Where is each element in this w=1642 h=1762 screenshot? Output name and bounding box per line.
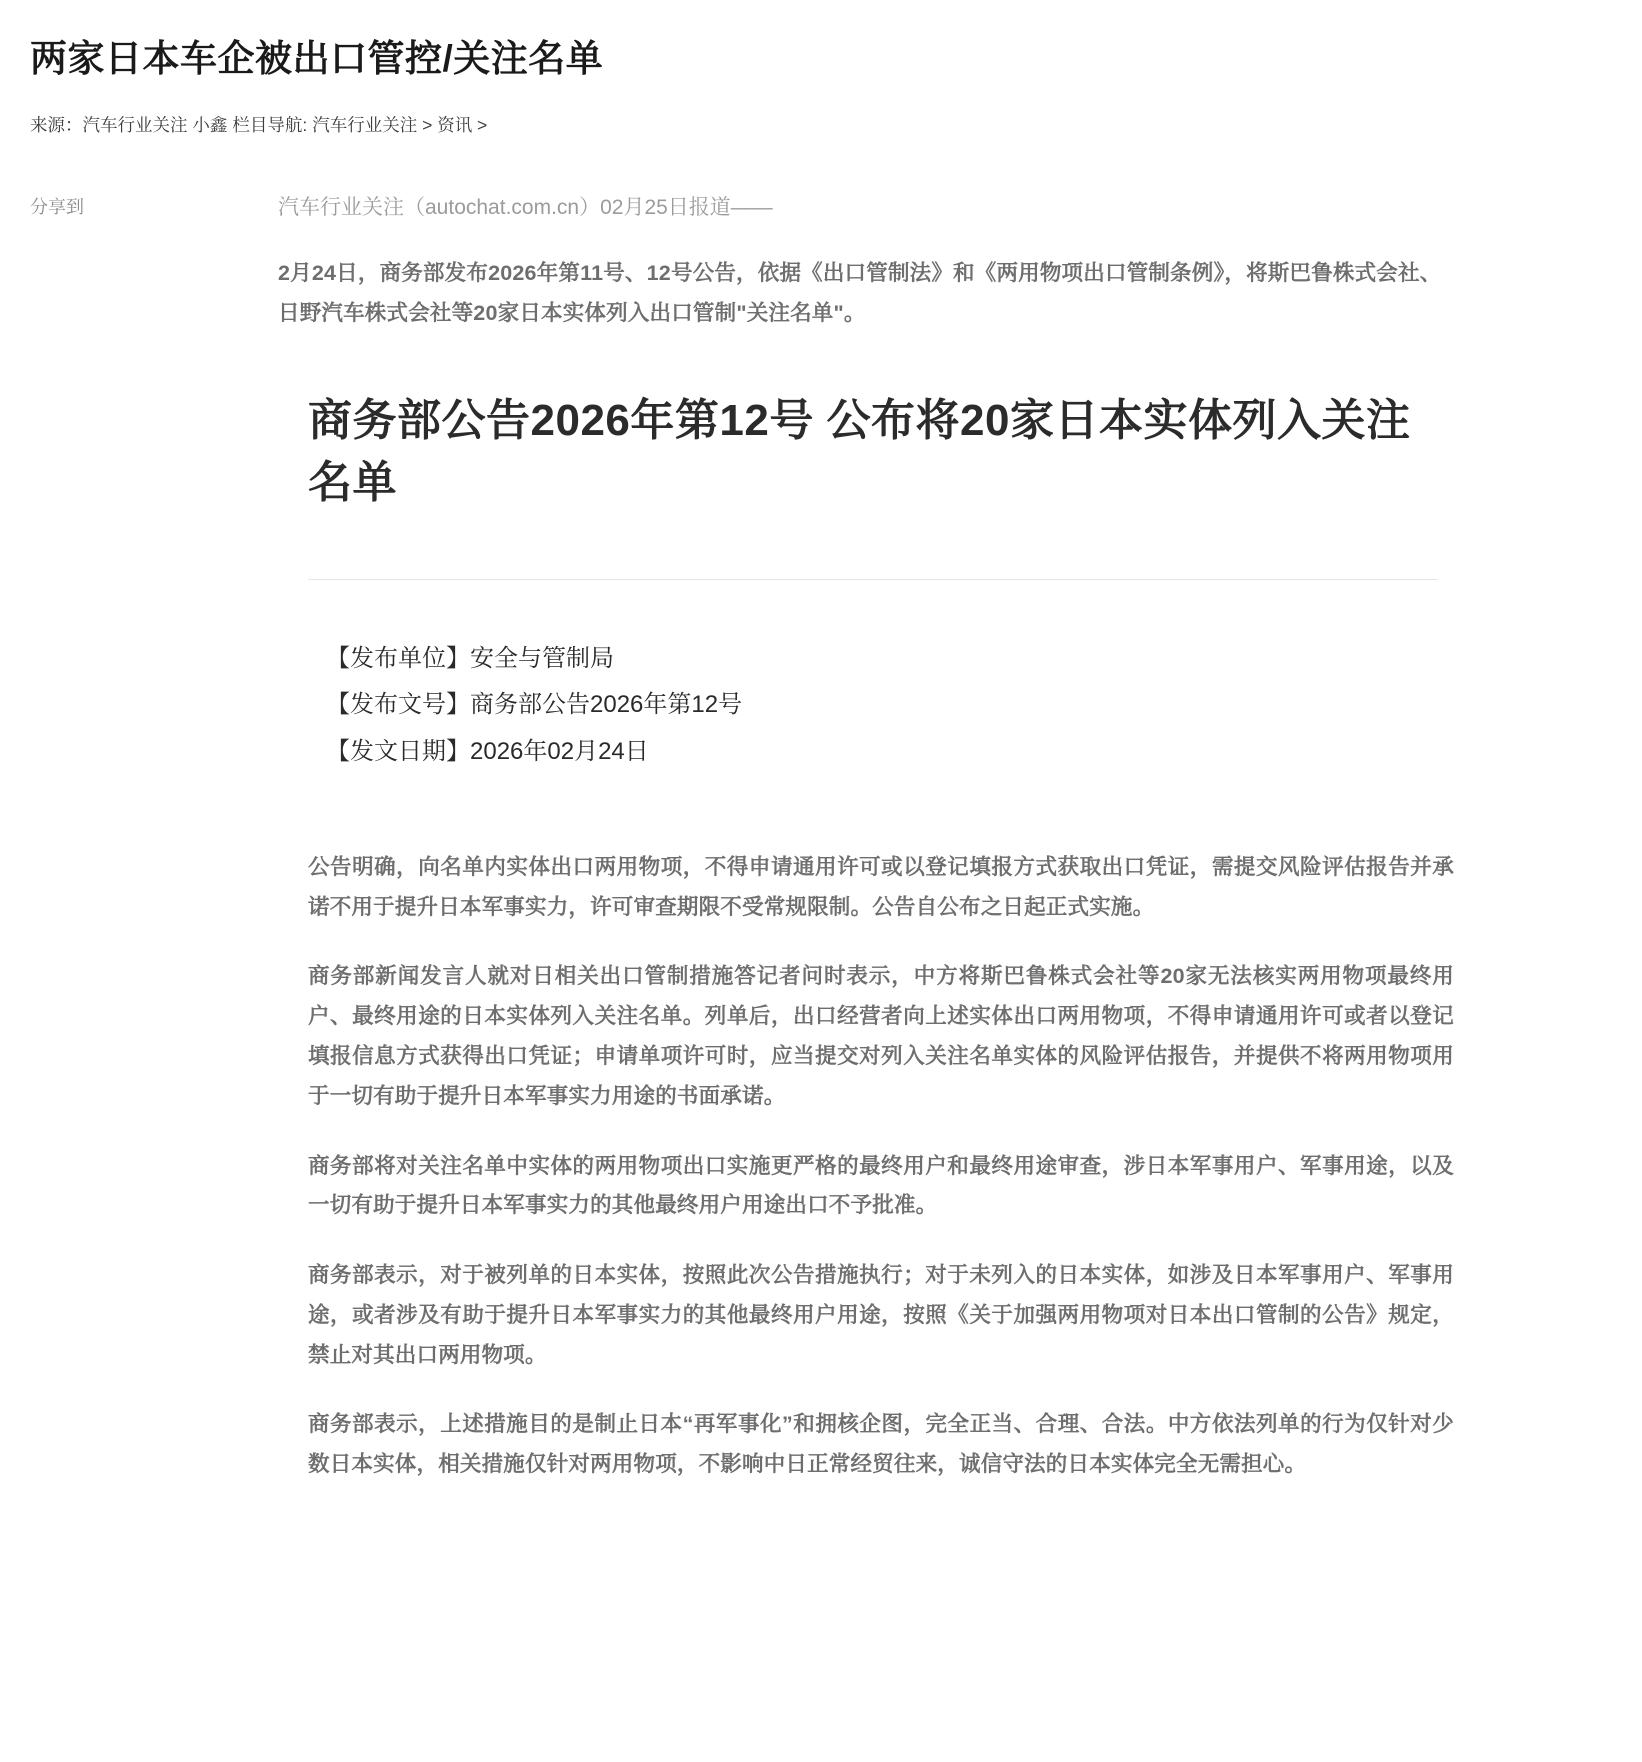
meta-value: 2026年02月24日 [470, 738, 649, 766]
announcement-block [308, 390, 1454, 1485]
meta-value: 商务部公告2026年第12号 [470, 691, 743, 719]
announcement-paragraph: 商务部将对关注名单中实体的两用物项出口实施更严格的最终用户和最终用途审查，涉日本军事用户、军事用途，以及一切有助于提升日本军事实力的其他最终用户用途出口不予批准。 [308, 1153, 1454, 1218]
announcement-meta-row [326, 729, 1454, 776]
lead-paragraph: 2月24日，商务部发布2026年第11号、12号公告，依据《出口管制法》和《两用物项出口管制条例》，将斯巴鲁株式会社、日野汽车株式会社等20家日本实体列入出口管制"关注名单"。 [278, 261, 1442, 325]
meta-key: 【发布单位】 [326, 644, 470, 672]
meta-value: 安全与管制局 [470, 644, 614, 672]
source-value[interactable]: 汽车行业关注 小鑫 [82, 115, 228, 136]
announcement-meta [308, 636, 1454, 776]
article-meta [30, 112, 1612, 138]
bottom-spacer [278, 1485, 1454, 1525]
meta-key: 【发文日期】 [326, 738, 470, 766]
content-column [278, 191, 1454, 1525]
announcement-paragraph: 公告明确，向名单内实体出口两用物项，不得申请通用许可或以登记填报方式获取出口凭证，需提交风险评估报告并承诺不用于提升日本军事实力，许可审查期限不受常规限制。公告自公布之日起正式实施。 [308, 854, 1454, 919]
breadcrumb[interactable]: 汽车行业关注 > 资讯 > [312, 115, 488, 136]
announcement-body [308, 848, 1454, 1485]
announcement-paragraph: 商务部表示，对于被列单的日本实体，按照此次公告措施执行；对于未列入的日本实体，如涉及日本军事用户、军事用途，或者涉及有助于提升日本军事实力的其他最终用户用途，按照《关于加强两用物项对日本出口管制的公告》规定，禁止对其出口两用物项。 [308, 1263, 1454, 1367]
announcement-meta-row [326, 682, 1454, 729]
announcement-title: 商务部公告2026年第12号 公布将20家日本实体列入关注名单 [308, 395, 1411, 508]
announcement-meta-row [326, 636, 1454, 683]
source-label: 来源： [30, 115, 83, 136]
meta-key: 【发布文号】 [326, 691, 470, 719]
article-body [0, 139, 1642, 1525]
article-header [0, 0, 1642, 139]
share-column [30, 191, 278, 220]
announcement-paragraph: 商务部新闻发言人就对日相关出口管制措施答记者问时表示，中方将斯巴鲁株式会社等20家无法核实两用物项最终用户、最终用途的日本实体列入关注名单。列单后，出口经营者向上述实体出口两用物项，不得申请通用许可或者以登记填报信息方式获得出口凭证；申请单项许可时，应当提交对列入关注名单实体的风险评估报告，并提供不将两用物项用于一切有助于提升日本军事实力用途的书面承诺。 [308, 964, 1454, 1108]
announcement-divider [308, 579, 1438, 580]
nav-label: 栏目导航: [232, 115, 308, 136]
announcement-paragraph: 商务部表示，上述措施目的是制止日本“再军事化”和拥核企图，完全正当、合理、合法。中方依法列单的行为仅针对少数日本实体，相关措施仅针对两用物项，不影响中日正常经贸往来，诚信守法的日本实体完全无需担心。 [308, 1412, 1454, 1477]
share-label: 分享到 [30, 196, 84, 217]
page-title: 两家日本车企被出口管控/关注名单 [30, 38, 604, 79]
lead-source-line: 汽车行业关注（autochat.com.cn）02月25日报道—— [278, 195, 773, 219]
